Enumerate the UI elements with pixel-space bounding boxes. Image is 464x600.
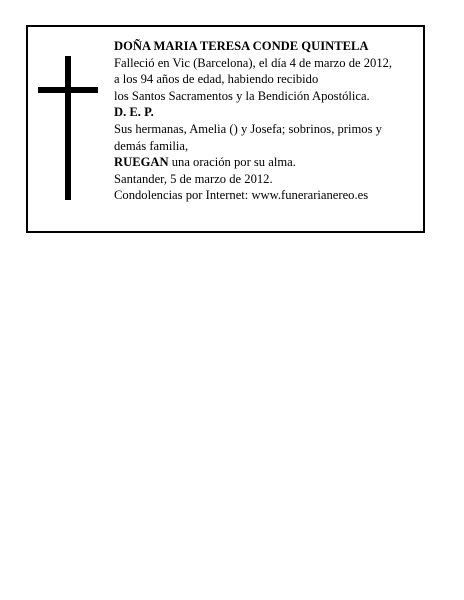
notice-text [114,38,420,204]
death-details-line-2: a los 94 años de edad, habiendo recibido [114,72,319,87]
deceased-name: DOÑA MARIA TERESA CONDE QUINTELA [114,39,369,53]
ruegan-text: RUEGAN [114,155,169,170]
condolences-line: Condolencias por Internet: www.funerarianereo.es [114,188,369,203]
dep-text: D. E. P. [114,105,154,120]
cross-icon [38,56,98,200]
obituary-notice [26,25,425,233]
death-details-line-3: los Santos Sacramentos y la Bendición Apostólica. [114,88,370,103]
cross-horizontal-bar [38,87,98,93]
place-and-date: Santander, 5 de marzo de 2012. [114,171,273,186]
prayer-request [114,154,420,171]
cross-vertical-bar [65,56,71,200]
prayer-request-rest: una oración por su alma. [168,155,296,170]
family-line-1: Sus hermanas, Amelia () y Josefa; sobrinos, primos y [114,121,382,136]
family-line-2: demás familia, [114,138,189,153]
death-details-line-1: Falleció en Vic (Barcelona), el día 4 de marzo de 2012, [114,55,393,70]
